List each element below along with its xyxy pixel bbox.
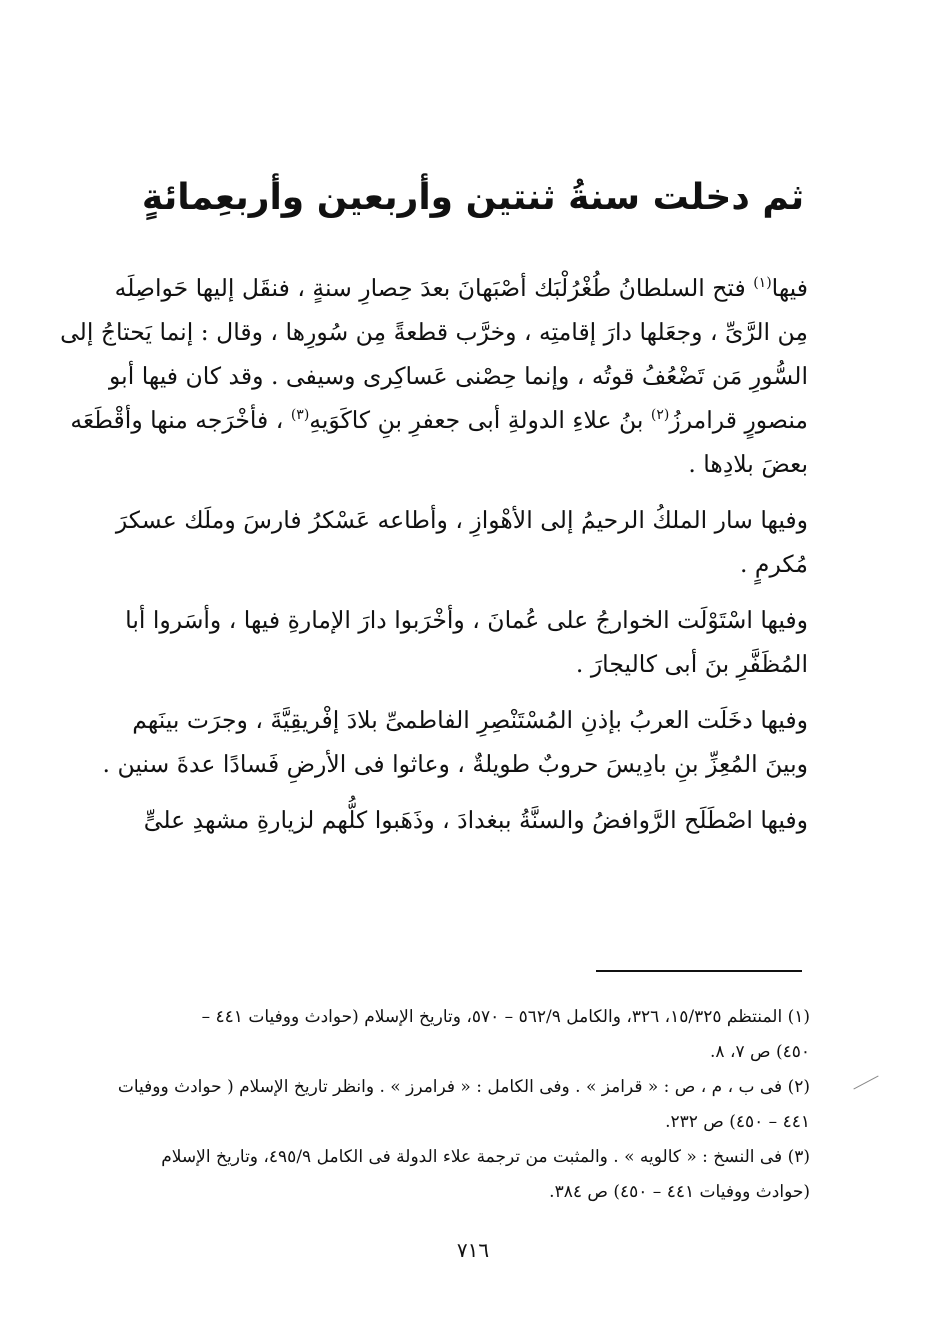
footnote-line: (١) المنتظم ١٥/٣٢٥، ٣٢٦، والكامل ٥٦٢/٩ – ٥٧٠، وتاريخ الإسلام (حوادث ووفيات ٤٤١ – [201, 1007, 810, 1027]
text-line: فيها$^{(١)}$ فتح السلطانُ طُغْرُلْبَك أصْبَهانَ بعدَ حِصارِ سنةٍ ، فنقَل إليها حَواصِلَه [114, 274, 808, 302]
text-line: منصورٍ قرامرزُ$^{(٢)}$ بنُ علاءِ الدولةِ أبى جعفرِ بنِ كاكَوَيهِ$^{(٣)}$ ، فأخْرَجه منها وأقْطَعَه [70, 406, 808, 434]
footnote-divider [596, 970, 802, 972]
paragraph-4 [100, 698, 808, 786]
text-line: السُّورِ مَن تَضْعُفُ قوتُه ، وإنما حِصْنى عَساكِرى وسيفى . وقد كان فيها أبو [109, 362, 808, 390]
text-line: المُظَفَّرِ بنَ أبى كاليجارَ . [575, 650, 808, 678]
paragraph-3 [100, 598, 808, 686]
scan-mark [853, 1075, 878, 1089]
footnotes [88, 1000, 810, 1210]
paragraph-1 [60, 266, 808, 486]
footnote-line: ٤٥٠) ص ٧، ٨. [710, 1042, 810, 1062]
paragraph-5 [100, 798, 808, 842]
chapter-title: ثم دخلت سنةُ ثنتين وأربعين وأربعِمائةٍ [141, 177, 805, 219]
footnote-ref-3: (٣) [290, 407, 310, 424]
footnote-line: (حوادث ووفيات ٤٤١ – ٤٥٠) ص ٣٨٤. [549, 1182, 810, 1202]
paragraph-2 [100, 498, 808, 586]
body-text [60, 266, 808, 854]
footnote-line: ٤٤١ – ٤٥٠) ص ٢٣٢. [665, 1112, 810, 1132]
text-line: مُكرمٍ . [739, 550, 808, 578]
footnote-line: (٢) فى ب ، م ، ص : « قرامز » . وفى الكامل : « فرامرز » . وانظر تاريخ الإسلام ( حوادث ووفيات [117, 1077, 810, 1097]
footnote-ref-1: (١) [753, 275, 772, 292]
footnote-1 [88, 1000, 810, 1070]
text-line: بعضَ بلادِها . [688, 450, 808, 478]
text-line: مِن الرَّىِّ ، وجعَلها دارَ إقامتِه ، وخرَّب قطعةً مِن سُورِها ، وقال : إنما يَحتاجُ إلى [60, 318, 808, 346]
footnote-2 [88, 1070, 810, 1140]
footnote-ref-2: (٢) [650, 407, 670, 424]
footnote-line: (٣) فى النسخ : « كالويه » . والمثبت من ترجمة علاء الدولة فى الكامل ٤٩٥/٩، وتاريخ الإسلام [161, 1147, 810, 1167]
text-line: وفيها اصْطَلَح الرَّوافضُ والسنَّةُ ببغدادَ ، وذَهَبوا كلُّهم لزيارةِ مشهدِ علىٍّ [143, 806, 808, 834]
text-line: وفيها سار الملكُ الرحيمُ إلى الأهْوازِ ، وأطاعه عَسْكرُ فارسَ وملَك عسكرَ [115, 506, 808, 534]
text-line: وفيها اسْتَوْلَت الخوارجُ على عُمانَ ، وأخْرَبوا دارَ الإمارةِ فيها ، وأسَروا أبا [125, 606, 808, 634]
footnote-3 [88, 1140, 810, 1210]
text-line: وفيها دخَلَت العربُ بإذنِ المُسْتَنْصِرِ الفاطمىِّ بلادَ إفْريقِيَّةَ ، وجرَت بينَهم [132, 706, 808, 734]
page-number: ٧١٦ [456, 1238, 490, 1262]
text-line: وبينَ المُعِزِّ بنِ بادِيسَ حروبٌ طويلةٌ ، وعاثوا فى الأرضِ فَسادًا عدةَ سنين . [102, 750, 808, 778]
